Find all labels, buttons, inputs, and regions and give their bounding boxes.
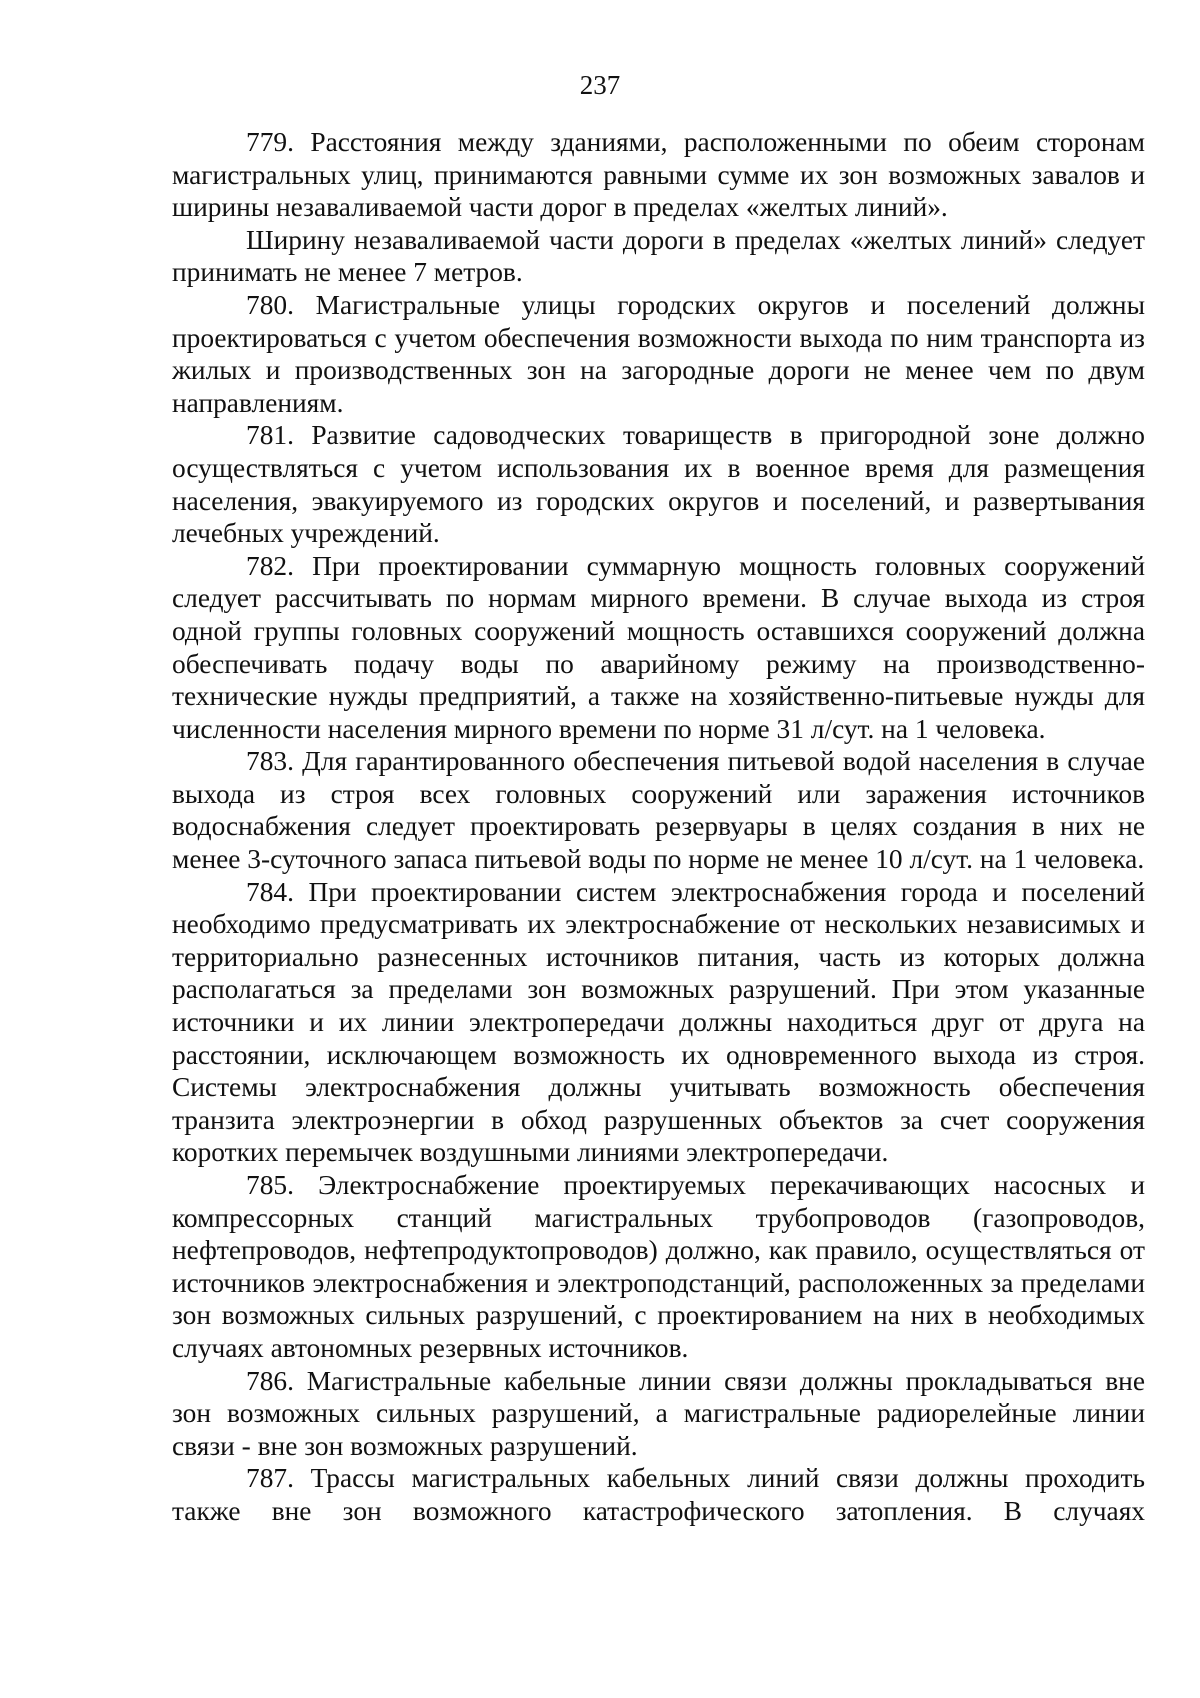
paragraph-787: 787. Трассы магистральных кабельных линий связи должны проходить также вне зон возможного катастрофического затопления. В случаях — [172, 1463, 1145, 1526]
paragraph-785: 785. Электроснабжение проектируемых перекачивающих насосных и компрессорных станций магистральных трубопроводов (газопроводов, нефтепроводов, нефтепродуктопроводов) должно, как правило, осуществляться от источников электроснабжения и электроподстанций, расположенных за пределами зон возможных сильных разрушений, с проектированием на них в необходимых случаях автономных резервных источников. — [172, 1170, 1145, 1363]
page-number: 237 — [579, 70, 621, 100]
paragraph-783: 783. Для гарантированного обеспечения питьевой водой населения в случае выхода из строя всех головных сооружений или заражения источников водоснабжения следует проектировать резервуары в целях создания в них не менее 3-суточного запаса питьевой воды по норме не менее 10 л/сут. на 1 человека. — [172, 746, 1145, 875]
paragraph-782: 782. При проектировании суммарную мощность головных сооружений следует рассчитывать по нормам мирного времени. В случае выхода из строя одной группы головных сооружений мощность оставшихся сооружений должна обеспечивать подачу воды по аварийному режиму на производственно-технические нужды предприятий, а также на хозяйственно-питьевые нужды для численности населения мирного времени по норме 31 л/сут. на 1 человека. — [172, 550, 1145, 744]
paragraph-779: 779. Расстояния между зданиями, расположенными по обеим сторонам магистральных улиц, принимаются равными сумме их зон возможных завалов и ширины незаваливаемой части дорог в пределах «желтых линий». — [172, 127, 1145, 223]
paragraph-780: 780. Магистральные улицы городских округов и поселений должны проектироваться с учетом обеспечения возможности выхода по ним транспорта из жилых и производственных зон на загородные дороги не менее чем по двум направлениям. — [172, 289, 1145, 418]
paragraph-784: 784. При проектировании систем электроснабжения города и поселений необходимо предусматривать их электроснабжение от нескольких независимых и территориально разнесенных источников питания, часть из которых должна располагаться за пределами зон возможных разрушений. При этом указанные источники и их линии электропередачи должны находиться друг от друга на расстоянии, исключающем возможность их одновременного выхода из строя. Системы электроснабжения должны учитывать возможность обеспечения транзита электроэнергии в обход разрушенных объектов за счет сооружения коротких перемычек воздушными линиями электропередачи. — [172, 876, 1145, 1168]
paragraph-779-road-width: Ширину незаваливаемой части дороги в пределах «желтых линий» следует принимать не менее 7 метров. — [172, 224, 1145, 288]
document-body — [172, 126, 1145, 1528]
paragraph-786: 786. Магистральные кабельные линии связи должны прокладываться вне зон возможных сильных разрушений, а магистральные радиорелейные линии связи - вне зон возможных разрушений. — [172, 1365, 1145, 1461]
paragraph-781: 781. Развитие садоводческих товариществ в пригородной зоне должно осуществляться с учетом использования их в военное время для размещения населения, эвакуируемого из городских округов и поселений, и развертывания лечебных учреждений. — [172, 420, 1145, 549]
